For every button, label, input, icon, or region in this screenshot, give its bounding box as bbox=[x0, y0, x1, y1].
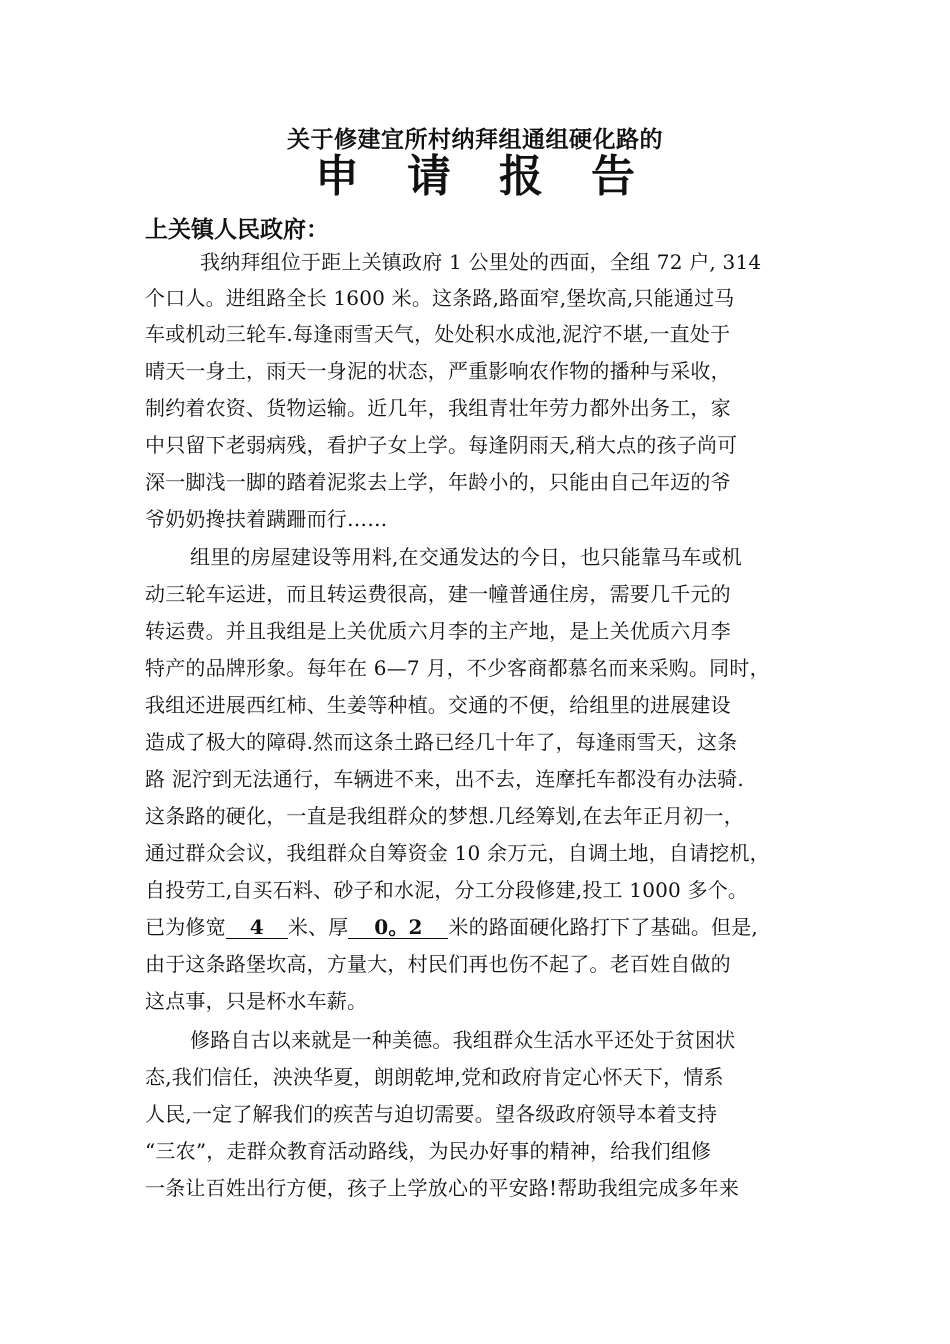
text-line: 这条路的硬化，一直是我组群众的梦想.几经筹划,在去年正月初一， bbox=[145, 804, 744, 828]
title-char: 请 bbox=[407, 151, 451, 202]
filled-line bbox=[145, 914, 758, 940]
document-title bbox=[0, 150, 950, 204]
filled-line-after: 米的路面硬化路打下了基础。但是, bbox=[448, 915, 758, 939]
text-line: 晴天一身土，雨天一身泥的状态，严重影响农作物的播种与采收， bbox=[145, 359, 731, 383]
text-line: 爷奶奶搀扶着蹒跚而行…… bbox=[145, 507, 388, 531]
text-line: 造成了极大的障碍.然而这条土路已经几十年了，每逢雨雪天，这条 bbox=[145, 730, 738, 754]
text-line: 个口人。进组路全长 1600 米。这条路,路面窄,堡坎高,只能通过马 bbox=[145, 286, 735, 310]
text-line: 我纳拜组位于距上关镇政府 1 公里处的西面，全组 72 户, 314 bbox=[200, 250, 762, 274]
road-width-value: 4 bbox=[226, 916, 288, 939]
text-line: “三农”，走群众教育活动路线，为民办好事的精神，给我们组修 bbox=[145, 1139, 712, 1163]
text-line: 车或机动三轮车.每逢雨雪天气，处处积水成池,泥泞不堪,一直处于 bbox=[145, 322, 731, 346]
text-line: 转运费。并且我组是上关优质六月李的主产地，是上关优质六月李 bbox=[145, 619, 731, 643]
text-line: 一条让百姓出行方便，孩子上学放心的平安路!帮助我组完成多年来 bbox=[145, 1176, 740, 1200]
title-char: 申 bbox=[315, 151, 359, 202]
filled-line-before: 已为修宽 bbox=[145, 915, 226, 939]
title-char: 报 bbox=[499, 151, 543, 202]
text-line: 修路自古以来就是一种美德。我组群众生活水平还处于贫困状 bbox=[190, 1028, 736, 1052]
text-line: 我组还进展西红柿、生姜等种植。交通的不便，给组里的进展建设 bbox=[145, 693, 731, 717]
text-line: 人民,一定了解我们的疾苦与迫切需要。望各级政府领导本着支持 bbox=[145, 1102, 718, 1126]
title-char: 告 bbox=[591, 151, 635, 202]
text-line: 态,我们信任，泱泱华夏，朗朗乾坤,党和政府肯定心怀天下，情系 bbox=[145, 1065, 724, 1089]
document-subtitle: 关于修建宜所村纳拜组通组硬化路的 bbox=[287, 127, 663, 153]
text-line: 这点事，只是杯水车薪。 bbox=[145, 989, 368, 1013]
text-line: 组里的房屋建设等用料,在交通发达的今日，也只能靠马车或机 bbox=[190, 545, 742, 569]
road-thickness-value: 0。2 bbox=[348, 916, 448, 939]
text-line: 动三轮车运进，而且转运费很高，建一幢普通住房，需要几千元的 bbox=[145, 582, 731, 606]
text-line: 由于这条路堡坎高，方量大，村民们再也伤不起了。老百姓自做的 bbox=[145, 952, 731, 976]
text-line: 自投劳工,自买石料、砂子和水泥，分工分段修建,投工 1000 多个。 bbox=[145, 878, 749, 902]
text-line: 深一脚浅一脚的踏着泥浆去上学，年龄小的，只能由自己年迈的爷 bbox=[145, 470, 731, 494]
text-line: 通过群众会议，我组群众自筹资金 10 余万元，自调土地，自请挖机， bbox=[145, 841, 770, 865]
text-line: 中只留下老弱病残，看护子女上学。每逢阴雨天,稍大点的孩子尚可 bbox=[145, 433, 738, 457]
salutation: 上关镇人民政府： bbox=[145, 217, 329, 243]
text-line: 特产的品牌形象。每年在 6—7 月，不少客商都慕名而来采购。同时， bbox=[145, 656, 770, 680]
filled-line-middle: 米、厚 bbox=[287, 915, 349, 939]
text-line: 制约着农资、货物运输。近几年，我组青壮年劳力都外出务工，家 bbox=[145, 396, 731, 420]
text-line: 路 泥泞到无法通行，车辆进不来，出不去，连摩托车都没有办法骑. bbox=[145, 767, 744, 791]
